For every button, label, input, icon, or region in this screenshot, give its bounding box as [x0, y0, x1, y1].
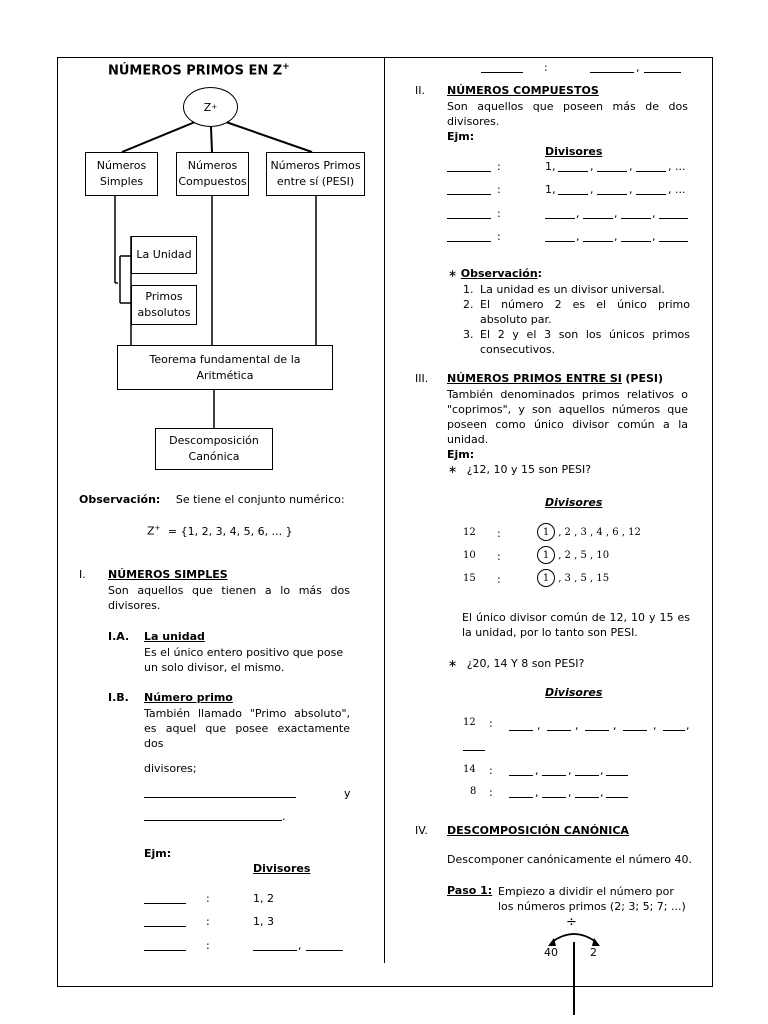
sec3-conclusion: El único divisor común de 12, 10 y 15 es la unidad, por lo tanto son PESI. — [462, 611, 690, 639]
sec3-t2-n2: 14 — [463, 764, 476, 775]
sec1-ib-title: Número primo — [144, 691, 233, 704]
sec1-ib-num: I.B. — [108, 691, 129, 704]
sec3-t2-r1-b5 — [663, 730, 685, 731]
sec3-title: NÚMEROS PRIMOS ENTRE SI — [447, 372, 622, 385]
page-title-text: NÚMEROS PRIMOS EN Z — [108, 63, 283, 79]
sec3-t1-r2 — [537, 546, 609, 564]
sec4-num: IV. — [415, 824, 428, 837]
sec1-heading — [79, 568, 86, 581]
sec2-row2-b3 — [636, 194, 666, 195]
division-sign-icon: ÷ — [566, 915, 577, 930]
sec2-row3-b1 — [545, 218, 575, 219]
set-line — [147, 524, 293, 538]
page-title-sup: + — [282, 62, 290, 72]
sec3-t1-rest-1: , 2 , 3 , 4 , 6 , 12 — [558, 527, 641, 538]
sec2-row2-dots: ... — [675, 183, 686, 196]
sec3-t2-r1-c1: , — [537, 719, 541, 732]
sec3-t2-s1: : — [489, 717, 493, 730]
sec2-row4-b3 — [621, 241, 651, 242]
sec3-t2-r3-c3: , — [600, 786, 604, 799]
sec1-num: I. — [79, 568, 86, 581]
sec3-t1-circle-3: 1 — [537, 569, 555, 587]
sec3-q2-bullet: ∗ — [448, 657, 458, 670]
sec2-row4-b4 — [659, 241, 688, 242]
sec2-obs-label: Observación — [460, 267, 538, 280]
box-descomposicion: Descomposición Canónica — [155, 428, 273, 470]
top-right-blank-1 — [481, 72, 523, 73]
sec3-t2-r1-c3: , — [613, 719, 617, 732]
sec2-obs-item-1-text: La unidad es un divisor universal. — [480, 283, 665, 296]
sec3-t1-r1 — [537, 523, 641, 541]
sec1-div-header: Divisores — [253, 862, 311, 875]
sec2-obs-item-2-text: El número 2 es el único primo absoluto par. — [480, 298, 690, 326]
sec2-row1-c2: , — [629, 160, 633, 173]
sec2-row4-c3: , — [652, 230, 656, 243]
sec3-t2-r2-c2: , — [568, 764, 572, 777]
sec3-t1-circle-2: 1 — [537, 546, 555, 564]
sec2-obs-colon: : — [537, 267, 543, 280]
box-numeros-pesi: Números Primos entre sí (PESI) — [266, 152, 365, 196]
sec3-t2-r2-b3 — [575, 775, 599, 776]
sec2-row3-c3: , — [652, 207, 656, 220]
sec1-blank-2 — [144, 820, 282, 821]
sec2-row2-b2 — [597, 194, 627, 195]
sec1-row3-blank — [144, 950, 186, 951]
sec3-t1-s2: : — [497, 550, 501, 563]
sec1-y: y — [344, 787, 351, 800]
sec2-row2-blank — [447, 194, 491, 195]
sec3-t2-r1-c5: , — [686, 719, 690, 732]
sec1-ia-text: Es el único entero positivo que pose un solo divisor, el mismo. — [144, 646, 344, 674]
sec3-text: También denominados primos relativos o "coprimos", y son aquellos números que poseen como único divisor común a la unidad. — [447, 388, 688, 446]
sec1-ib-text: También llamado "Primo absoluto", es aquel que posee exactamente dos — [144, 707, 350, 750]
diagram-root-sup: + — [211, 103, 218, 111]
sec3-q2 — [448, 657, 584, 670]
box-numeros-compuestos: Números Compuestos — [176, 152, 249, 196]
sec2-obs-item-2-num: 2. — [463, 298, 474, 311]
sec3-q1-text: ¿12, 10 y 15 son PESI? — [466, 463, 592, 476]
set-values: = {1, 2, 3, 4, 5, 6, ... } — [167, 524, 293, 538]
sec4-text: Descomponer canónicamente el número 40. — [447, 853, 693, 866]
sec2-row3-c2: , — [614, 207, 618, 220]
sec1-row3-blank-a — [253, 950, 297, 951]
sec3-t1-n3: 15 — [463, 573, 476, 584]
sec2-row2-prefix: 1, — [545, 183, 556, 196]
sec4-paso-text: Empiezo a dividir el número por los números primos (2; 3; 5; 7; ...) — [498, 885, 686, 913]
sec2-row3-c1: , — [576, 207, 580, 220]
sec3-q2-text: ¿20, 14 Y 8 son PESI? — [466, 657, 585, 670]
sec2-row2-b1 — [558, 194, 588, 195]
sec2-ejm: Ejm: — [447, 130, 475, 143]
box-primos-absolutos: Primos absolutos — [131, 285, 197, 325]
sec3-t2-r2-b4 — [606, 775, 628, 776]
sec3-t2-r1-b4 — [623, 730, 647, 731]
sec3-t2-r1-c2: , — [575, 719, 579, 732]
sec4-paso-label: Paso 1: — [447, 884, 493, 897]
sec3-t2-r3-b3 — [575, 797, 599, 798]
sec2-row2-sep: : — [497, 183, 501, 196]
sec1-ib-divisores: divisores; — [144, 762, 197, 775]
sec4-n2: 2 — [590, 946, 597, 959]
sec3-t2-r3-b1 — [509, 797, 533, 798]
sec2-row2-c1: , — [590, 183, 594, 196]
sec1-row2-blank — [144, 926, 186, 927]
diagram-root — [183, 87, 238, 127]
sec1-text: Son aquellos que tienen a lo más dos divisores. — [108, 584, 350, 612]
diagram-root-label: Z — [203, 100, 212, 114]
sec3-q1-bullet: ∗ — [448, 463, 458, 476]
sec3-t2-s3: : — [489, 786, 493, 799]
set-name: Z — [147, 524, 155, 538]
sec2-obs-item-3 — [463, 327, 690, 357]
sec1-row3-sep: : — [206, 939, 210, 952]
sec2-row1-b2 — [597, 171, 627, 172]
sec3-t2-r2-c3: , — [600, 764, 604, 777]
sec2-row1-ellipsis — [668, 160, 686, 173]
sec1-row1-blank — [144, 903, 186, 904]
sec1-row3-blank-b — [306, 950, 343, 951]
sec2-row3-b3 — [621, 218, 651, 219]
sec3-t2-r1-c4: , — [653, 719, 657, 732]
sec3-title-pesi: (PESI) — [625, 372, 664, 385]
sec2-row1-prefix: 1, — [545, 160, 556, 173]
sec2-title: NÚMEROS COMPUESTOS — [447, 84, 599, 97]
sec3-t1-rest-3: , 3 , 5 , 15 — [558, 573, 610, 584]
sec3-t1-s1: : — [497, 527, 501, 540]
box-teorema: Teorema fundamental de la Aritmética — [117, 345, 333, 390]
box-la-unidad: La Unidad — [131, 236, 197, 274]
sec2-row1-dots: ... — [675, 160, 686, 173]
sec3-num: III. — [415, 372, 429, 385]
sec3-t2-r1-b3 — [585, 730, 609, 731]
sec1-ejm: Ejm: — [144, 847, 172, 860]
sec2-row4-sep: : — [497, 230, 501, 243]
sec2-obs-heading — [448, 267, 542, 280]
sec2-text: Son aquellos que poseen más de dos divisores. — [447, 100, 688, 128]
sec2-obs-item-1 — [463, 282, 690, 297]
top-right-sep: : — [544, 61, 548, 74]
sec2-div-header: Divisores — [545, 145, 603, 158]
sec2-num: II. — [415, 84, 425, 97]
column-divider — [384, 58, 385, 963]
sec2-row1-blank — [447, 171, 491, 172]
sec2-row2-ellipsis — [668, 183, 686, 196]
sec3-t1-n2: 10 — [463, 550, 476, 561]
sec2-obs-list — [463, 282, 690, 357]
sec1-dot: . — [282, 810, 286, 823]
sec1-title: NÚMEROS SIMPLES — [108, 568, 228, 581]
sec2-row1-sep: : — [497, 160, 501, 173]
sec2-row4-b2 — [583, 241, 613, 242]
sec4-title: DESCOMPOSICIÓN CANÓNICA — [447, 824, 629, 837]
sec3-q1 — [448, 463, 591, 476]
sec3-t2-r3-c2: , — [568, 786, 572, 799]
sec3-div-header: Divisores — [545, 496, 603, 509]
sec2-row1-c3: , — [668, 160, 672, 173]
sec2-row2-c2: , — [629, 183, 633, 196]
sec1-blank-1 — [144, 797, 296, 798]
top-right-comma: , — [636, 61, 640, 74]
observacion-line — [79, 493, 345, 506]
sec2-row3-sep: : — [497, 207, 501, 220]
sec3-t2-r2-b2 — [542, 775, 566, 776]
sec3-t2-r2-c1: , — [535, 764, 539, 777]
sec1-row2-sep: : — [206, 915, 210, 928]
sec2-row4-b1 — [545, 241, 575, 242]
sec2-row4-blank — [447, 241, 491, 242]
sec3-t2-r3-b4 — [606, 797, 628, 798]
sec3-t1-r3 — [537, 569, 609, 587]
top-right-blank-2 — [590, 72, 634, 73]
sec3-t1-s3: : — [497, 573, 501, 586]
sec1-row1-sep: : — [206, 892, 210, 905]
sec2-row2-c3: , — [668, 183, 672, 196]
sec3-t2-s2: : — [489, 764, 493, 777]
sec3-t2-n1: 12 — [463, 717, 476, 728]
sec2-row3-b2 — [583, 218, 613, 219]
sec4-n40: 40 — [544, 946, 558, 959]
sec3-t1-circle-1: 1 — [537, 523, 555, 541]
sec3-t1-rest-2: , 2 , 5 , 10 — [558, 550, 610, 561]
box-numeros-simples: Números Simples — [85, 152, 158, 196]
sec2-row1-b1 — [558, 171, 588, 172]
observacion-label: Observación: — [79, 493, 161, 506]
set-sup: + — [154, 524, 161, 532]
sec3-t2-r3-c1: , — [535, 786, 539, 799]
sec1-row3-comma: , — [298, 939, 302, 952]
sec2-row4-c1: , — [576, 230, 580, 243]
sec2-obs-bullet: ∗ — [448, 267, 458, 280]
top-right-blank-3 — [644, 72, 681, 73]
sec2-obs-item-3-text: El 2 y el 3 son los únicos primos consecutivos. — [480, 328, 690, 356]
sec3-ejm: Ejm: — [447, 448, 475, 461]
sec2-row3-blank — [447, 218, 491, 219]
sec1-ia-num: I.A. — [108, 630, 130, 643]
sec1-row1-divs: 1, 2 — [253, 892, 274, 905]
sec3-t2-r1-b6 — [463, 750, 485, 751]
sec2-obs-item-1-num: 1. — [463, 283, 474, 296]
sec2-row3-b4 — [659, 218, 688, 219]
sec3-t2-r1-b1 — [509, 730, 533, 731]
sec2-obs-item-2 — [463, 297, 690, 327]
sec2-row4-c2: , — [614, 230, 618, 243]
sec3-div-header-2: Divisores — [545, 686, 603, 699]
observacion-text: Se tiene el conjunto numérico: — [175, 493, 345, 506]
sec1-ia-title: La unidad — [144, 630, 205, 643]
sec1-row2-divs: 1, 3 — [253, 915, 274, 928]
sec3-title-row — [447, 372, 663, 385]
sec3-t1-n1: 12 — [463, 527, 476, 538]
sec3-t2-r2-b1 — [509, 775, 533, 776]
sec2-obs-item-3-num: 3. — [463, 328, 474, 341]
sec3-t2-r3-b2 — [542, 797, 566, 798]
sec2-row1-c1: , — [590, 160, 594, 173]
division-diagram — [540, 920, 610, 1015]
sec3-t2-n3: 8 — [470, 786, 477, 797]
sec3-t2-r1-b2 — [547, 730, 571, 731]
sec2-row1-b3 — [636, 171, 666, 172]
